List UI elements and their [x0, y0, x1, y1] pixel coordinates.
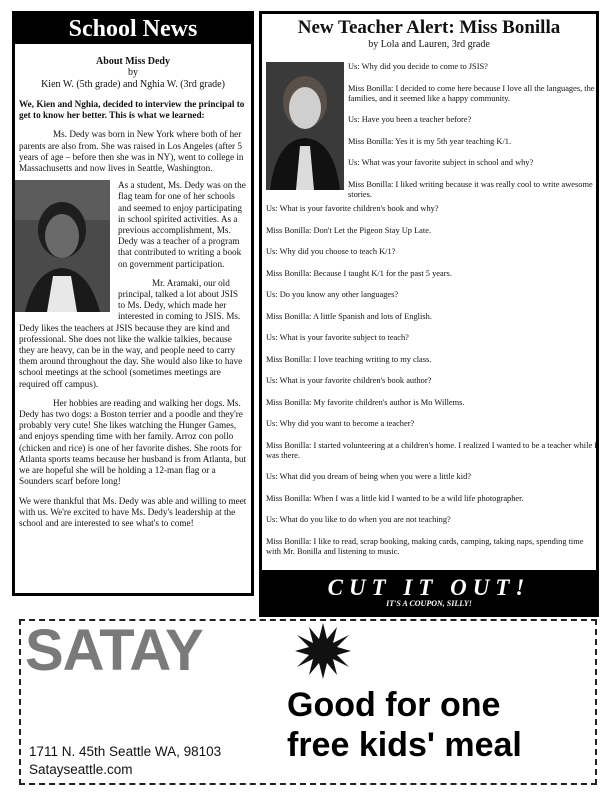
cut-it-out-banner [259, 573, 599, 617]
interview-line: Miss Bonilla: When I was a little kid I wanted to be a wild life photographer. [266, 493, 524, 503]
interview-line: Us: Why did you choose to teach K/1? [266, 247, 396, 256]
article-paragraph: Ms. Dedy was born in New York where both of her parents are also from. She was raised in Los Angeles (after 5 years of age – before then she was in NY), went to college in Massachusetts and now lives in Seattle, Washington. [19, 129, 244, 174]
school-news-column [12, 11, 254, 596]
teacher-alert-column [259, 11, 599, 573]
interview-line: Miss Bonilla: Because I taught K/1 for the past 5 years. [266, 268, 452, 278]
starburst-icon [293, 621, 353, 681]
coupon-address-block [29, 743, 221, 779]
interview-line: Us: What was your favorite subject in school and why? [348, 158, 534, 167]
satay-coupon [19, 619, 597, 785]
teacher-photo [266, 62, 344, 190]
interview-bottom [266, 204, 598, 568]
interview-line: Us: What do you like to do when you are not teaching? [266, 515, 451, 524]
interview-line: Miss Bonilla: Yes it is my 5th year teaching K/1. [348, 136, 512, 146]
interview-line: Miss Bonilla: Don't Let the Pigeon Stay Up Late. [266, 225, 432, 235]
interview-line: Us: Have you been a teacher before? [348, 115, 472, 124]
offer-line-2: free kids' meal [287, 726, 522, 764]
principal-photo [15, 180, 110, 312]
article-title: About Miss Dedy [96, 56, 170, 67]
satay-logo: SATAY [25, 618, 203, 683]
interview-line: Miss Bonilla: I started volunteering at a children's home. I realized I wanted to be a teacher while I was there. [266, 440, 598, 460]
interview-line: Miss Bonilla: I love teaching writing to my class. [266, 354, 432, 364]
article-body [15, 99, 251, 529]
restaurant-website: Satayseattle.com [29, 762, 133, 777]
cut-it-out-title: CUT IT OUT! [327, 575, 531, 600]
teacher-alert-title: New Teacher Alert: Miss Bonilla [297, 17, 561, 38]
interview-line: Miss Bonilla: I like to read, scrap booking, making cards, camping, taking naps, spending time with Mr. Bonilla and listening to music. [266, 536, 584, 556]
offer-line-1: Good for one [287, 686, 501, 724]
interview-line: Us: Do you know any other languages? [266, 290, 399, 299]
interview-line: Miss Bonilla: I liked writing because it was really cool to write awesome stories. [348, 179, 593, 199]
article-paragraph: Her hobbies are reading and walking her dogs. Ms. Dedy has two dogs: a Boston terrier and a poodle and they're probably very cute! She likes watching the Hunger Games, and enjoys spending time with her family. Arroz con pollo (chicken and rice) is one of her favorite dishes. She roots for Atlanta sports teams because her husband is from Atlanta, but we are hopeful she will be holding a 12-man flag or a Sounders scarf before long! [19, 397, 247, 487]
cut-it-out-subtitle: IT'S A COUPON, SILLY! [386, 599, 472, 608]
interview-line: Us: What did you dream of being when you were a little kid? [266, 472, 471, 481]
interview-line: Miss Bonilla: I decided to come here because I love all the languages, the families, and it seemed like a happy community. [348, 83, 595, 103]
article-paragraph: Mr. Aramaki, our old principal, talked a lot about JSIS to Ms. Dedy, which made her interested in coming to JSIS. Ms. Dedy likes the teachers at JSIS because they are kind and professional. She does not like the walkie talkies, because they are heavy, can be in the way, and people need to carry them around throughout the day. She would also like to have school meetings at the school (sometimes meetings are required off campus). [19, 277, 243, 389]
restaurant-address: 1711 N. 45th Seattle WA, 98103 [29, 744, 222, 759]
interview-line: Miss Bonilla: A little Spanish and lots of English. [266, 311, 432, 321]
interview-top [348, 62, 596, 211]
interview-line: Us: What is your favorite children's book and why? [266, 204, 439, 213]
interview-line: Us: Why did you decide to come to JSIS? [348, 62, 488, 71]
article-authors: Kien W. (5th grade) and Nghia W. (3rd grade) [41, 79, 225, 90]
article-paragraph: As a student, Ms. Dedy was on the flag team for one of her schools and seemed to enjoy participating in school spirited activities. As a previous accomplishment, Ms. Dedy was a teacher of a program that contributed to writing a book on government participation. [118, 180, 246, 269]
interview-line: Us: Why did you want to become a teacher? [266, 419, 415, 428]
teacher-alert-authors: by Lola and Lauren, 3rd grade [368, 39, 490, 50]
article-by: by [128, 67, 138, 78]
school-news-banner: School News [15, 14, 251, 44]
article-closing: We were thankful that Ms. Dedy was able and willing to meet with us. We're excited to have Ms. Dedy's leadership at the school and are interested to see what's to come! [19, 495, 247, 528]
article-lead: We, Kien and Nghia, decided to interview the principal to get to know her better. This is what we learned: [19, 99, 245, 121]
interview-line: Miss Bonilla: My favorite children's author is Mo Willems. [266, 397, 465, 407]
interview-line: Us: What is your favorite subject to teach? [266, 333, 409, 342]
coupon-offer [287, 685, 593, 765]
interview-line: Us: What is your favorite children's book author? [266, 376, 432, 385]
